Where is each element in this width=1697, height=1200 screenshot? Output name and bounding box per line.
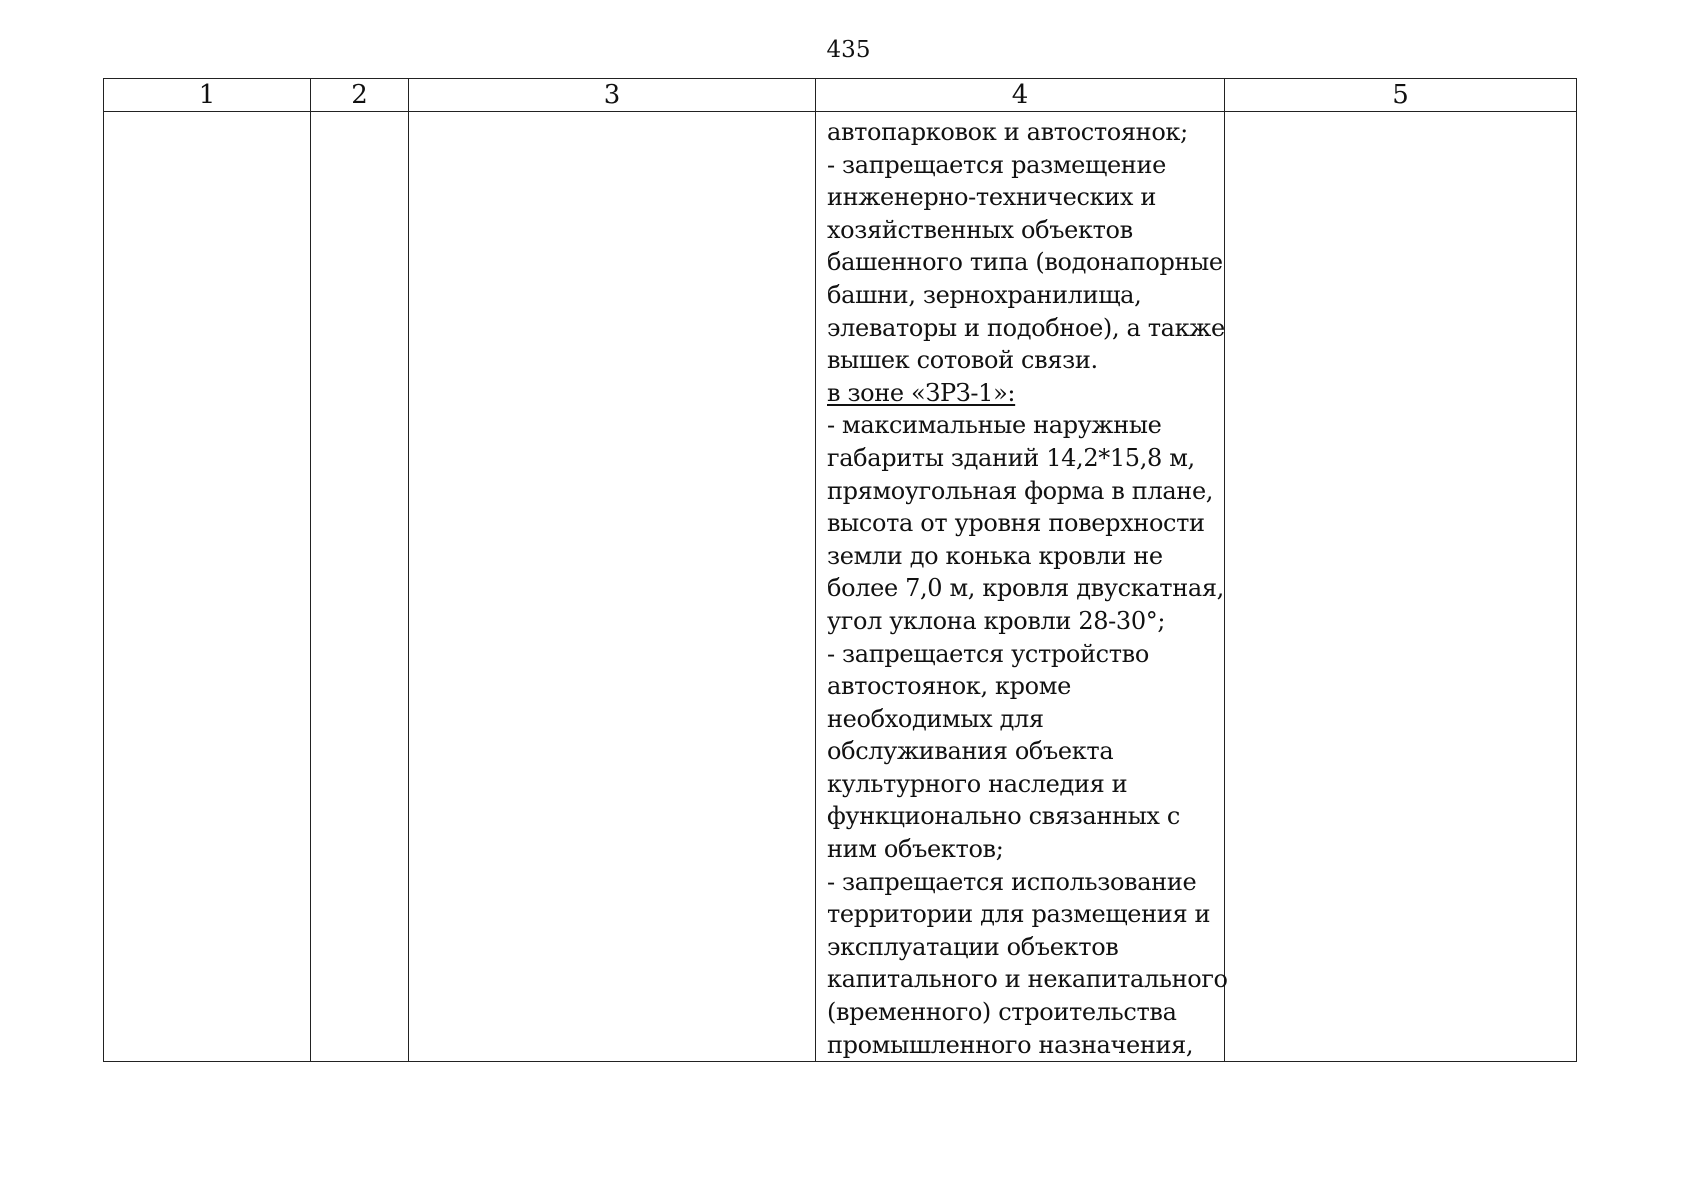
column-header-3: 3: [409, 79, 816, 112]
table-body: [104, 112, 1577, 1062]
text-line: необходимых для: [827, 704, 1044, 733]
text-line: высота от уровня поверхности: [827, 509, 1205, 538]
text-line: - запрещается использование: [827, 867, 1197, 896]
text-line: прямоугольная форма в плане,: [827, 476, 1214, 505]
text-line: - запрещается размещение: [827, 150, 1166, 179]
cell-column-2: [311, 112, 409, 1062]
regulations-table: [103, 78, 1577, 1062]
regulation-text: [816, 112, 1228, 1061]
text-line: капитального и некапитального: [827, 965, 1228, 994]
text-line: эксплуатации объектов: [827, 932, 1119, 961]
text-line: башенного типа (водонапорные: [827, 248, 1223, 277]
column-header-4: 4: [816, 79, 1225, 112]
text-line: угол уклона кровли 28-30°;: [827, 606, 1166, 635]
text-line: - запрещается устройство: [827, 639, 1149, 668]
cell-column-3: [409, 112, 816, 1062]
zone-heading: в зоне «ЗРЗ-1»:: [827, 378, 1016, 407]
page-number: 435: [826, 37, 871, 63]
text-line: обслуживания объекта: [827, 737, 1114, 766]
text-line: более 7,0 м, кровля двускатная,: [827, 574, 1224, 603]
text-line: элеваторы и подобное), а также: [827, 313, 1225, 342]
column-header-5: 5: [1225, 79, 1577, 112]
table-row: [104, 112, 1577, 1062]
text-line: промышленного назначения,: [827, 1030, 1194, 1059]
text-line: (временного) строительства: [827, 998, 1177, 1027]
text-line: функционально связанных с: [827, 802, 1180, 831]
cell-column-1: [104, 112, 311, 1062]
text-line: хозяйственных объектов: [827, 215, 1133, 244]
text-line: габариты зданий 14,2*15,8 м,: [827, 443, 1195, 472]
text-line: - максимальные наружные: [827, 411, 1162, 440]
text-line: ним объектов;: [827, 835, 1004, 864]
cell-column-5: [1225, 112, 1577, 1062]
cell-column-4: [816, 112, 1228, 1062]
header-row: [104, 79, 1577, 112]
text-line: автостоянок, кроме: [827, 672, 1071, 701]
text-line: территории для размещения и: [827, 900, 1211, 929]
table-header: [104, 79, 1577, 112]
text-line: культурного наследия и: [827, 769, 1128, 798]
text-line: вышек сотовой связи.: [827, 346, 1098, 375]
column-header-2: 2: [311, 79, 409, 112]
text-line: инженерно-технических и: [827, 183, 1157, 212]
text-line: башни, зернохранилища,: [827, 280, 1142, 309]
column-header-1: 1: [104, 79, 311, 112]
text-line: автопарковок и автостоянок;: [827, 118, 1188, 146]
text-line: земли до конька кровли не: [827, 541, 1163, 570]
